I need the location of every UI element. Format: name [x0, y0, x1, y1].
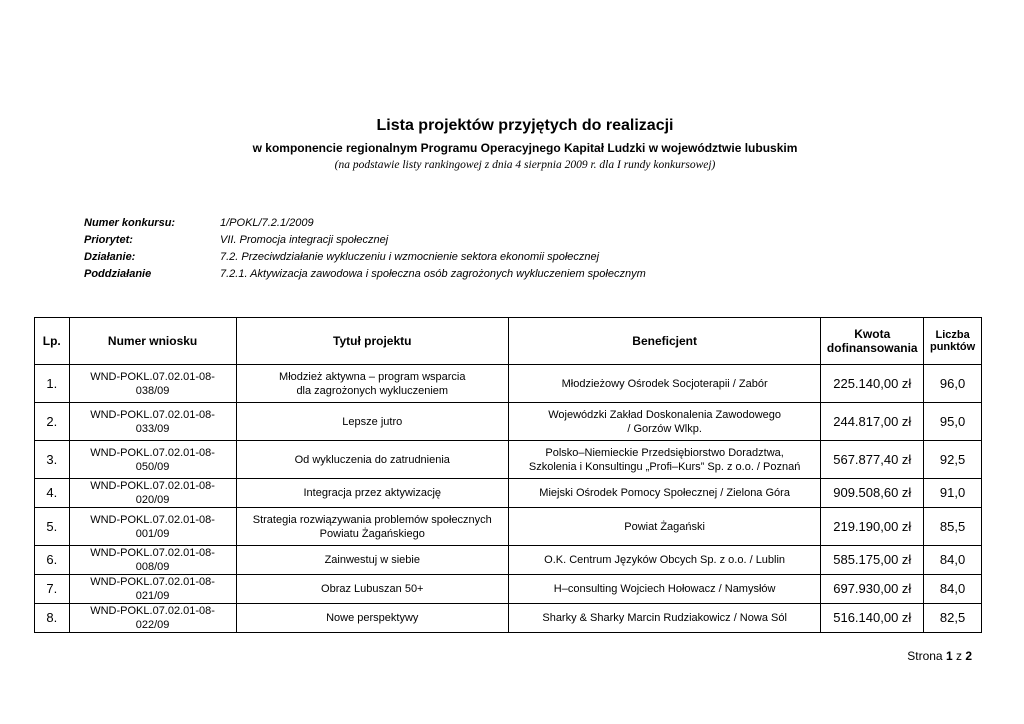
cell-amount	[821, 479, 924, 508]
column-header-points-line1: Liczba	[935, 329, 970, 341]
column-header-amount-line1: Kwota	[854, 327, 891, 341]
page-number-prefix: Strona	[907, 649, 943, 663]
cell-points	[924, 508, 982, 546]
page-current: 1	[945, 649, 953, 663]
cell-beneficiary	[508, 604, 821, 633]
document-title: Lista projektów przyjętych do realizacji	[376, 117, 674, 134]
cell-points	[924, 575, 982, 604]
cell-title-line1: Lepsze jutro	[342, 415, 403, 428]
page-number-separator: z	[955, 649, 962, 663]
cell-amount-text: 225.140,00 zł	[833, 375, 912, 391]
page-total: 2	[965, 649, 972, 663]
meta-value: 1/POKL/7.2.1/2009	[220, 217, 314, 229]
cell-points-text: 92,5	[939, 451, 966, 467]
cell-amount	[821, 441, 924, 479]
meta-value: 7.2. Przeciwdziałanie wykluczeniu i wzmocnienie sektora ekonomii społecznej	[220, 251, 600, 263]
cell-number-text: WND-POKL.07.02.01-08-022/09	[90, 605, 215, 631]
cell-title	[236, 508, 508, 546]
cell-number-text: WND-POKL.07.02.01-08-038/09	[90, 370, 215, 397]
cell-number	[69, 508, 236, 546]
cell-number	[69, 365, 236, 403]
table-row	[35, 546, 982, 575]
cell-number	[69, 479, 236, 508]
table-row	[35, 441, 982, 479]
meta-row-submeasure	[84, 266, 646, 282]
cell-lp-text: 8.	[46, 610, 58, 625]
cell-amount	[821, 508, 924, 546]
cell-lp-text: 6.	[46, 552, 58, 567]
document-subtitle: w komponencie regionalnym Programu Operacyjnego Kapitał Ludzki w województwie lubuskim	[252, 141, 798, 155]
cell-beneficiary-line2: / Gorzów Wlkp.	[627, 422, 702, 435]
cell-number-text: WND-POKL.07.02.01-08-008/09	[90, 547, 215, 573]
column-header-number: Numer wniosku	[69, 318, 236, 365]
cell-title-line1: Od wykluczenia do zatrudnienia	[294, 453, 450, 466]
cell-title-line1: Integracja przez aktywizację	[303, 487, 442, 499]
competition-metadata	[84, 215, 646, 282]
cell-title	[236, 403, 508, 441]
meta-value: VII. Promocja integracji społecznej	[220, 234, 389, 246]
cell-title-line1: Strategia rozwiązywania problemów społecznych	[252, 513, 492, 526]
cell-beneficiary	[508, 479, 821, 508]
cell-beneficiary	[508, 575, 821, 604]
cell-title	[236, 441, 508, 479]
cell-amount-text: 909.508,60 zł	[833, 485, 912, 500]
cell-amount-text: 567.877,40 zł	[833, 451, 912, 467]
cell-title-line1: Nowe perspektywy	[326, 612, 419, 624]
cell-number	[69, 441, 236, 479]
table-row	[35, 508, 982, 546]
cell-title	[236, 604, 508, 633]
cell-points	[924, 403, 982, 441]
cell-title-line2: Powiatu Żagańskiego	[319, 527, 425, 540]
meta-value: 7.2.1. Aktywizacja zawodowa i społeczna osób zagrożonych wykluczeniem społecznym	[220, 268, 646, 280]
projects-table	[34, 317, 982, 633]
cell-lp-text: 5.	[46, 518, 58, 534]
column-header-beneficiary: Beneficjent	[508, 318, 821, 365]
cell-amount	[821, 575, 924, 604]
cell-points-text: 96,0	[939, 375, 966, 391]
cell-lp	[35, 546, 70, 575]
meta-row-priority	[84, 232, 646, 248]
column-header-points	[924, 318, 982, 365]
cell-lp-text: 2.	[46, 413, 58, 429]
cell-lp-text: 3.	[46, 451, 58, 467]
cell-amount-text: 516.140,00 zł	[833, 610, 912, 625]
cell-number	[69, 546, 236, 575]
cell-beneficiary	[508, 403, 821, 441]
column-header-amount	[821, 318, 924, 365]
cell-title-line2: dla zagrożonych wykluczeniem	[296, 384, 449, 397]
cell-points-text: 82,5	[939, 610, 966, 625]
meta-key: Numer konkursu:	[84, 217, 176, 229]
cell-title	[236, 479, 508, 508]
cell-amount	[821, 403, 924, 441]
cell-beneficiary-line1: Wojewódzki Zakład Doskonalenia Zawodowego	[548, 408, 781, 421]
cell-beneficiary	[508, 508, 821, 546]
cell-amount	[821, 604, 924, 633]
column-header-title: Tytuł projektu	[236, 318, 508, 365]
cell-number-text: WND-POKL.07.02.01-08-050/09	[90, 446, 215, 473]
cell-number-text: WND-POKL.07.02.01-08-033/09	[90, 408, 215, 435]
table-row	[35, 479, 982, 508]
cell-lp	[35, 575, 70, 604]
cell-number	[69, 575, 236, 604]
cell-title-line1: Młodzież aktywna – program wsparcia	[279, 370, 466, 383]
document-basis-note: (na podstawie listy rankingowej z dnia 4 sierpnia 2009 r. dla I rundy konkursowej)	[334, 159, 716, 171]
table-row	[35, 604, 982, 633]
cell-points	[924, 479, 982, 508]
table-row	[35, 365, 982, 403]
cell-lp	[35, 403, 70, 441]
cell-beneficiary-line1: H–consulting Wojciech Hołowacz / Namysłów	[553, 583, 776, 595]
cell-beneficiary-line1: Sharky & Sharky Marcin Rudziakowicz / Nowa Sól	[542, 612, 787, 624]
cell-lp-text: 1.	[46, 375, 58, 391]
meta-key: Priorytet:	[84, 234, 133, 246]
cell-points-text: 85,5	[939, 518, 966, 534]
cell-title	[236, 575, 508, 604]
cell-lp-text: 4.	[46, 485, 58, 500]
cell-amount-text: 697.930,00 zł	[833, 581, 912, 596]
cell-beneficiary-line1: Młodzieżowy Ośrodek Socjoterapii / Zabór	[561, 377, 768, 390]
cell-beneficiary-line1: Powiat Żagański	[624, 520, 705, 533]
column-header-amount-line2: dofinansowania	[826, 341, 918, 355]
cell-beneficiary	[508, 441, 821, 479]
table-row	[35, 575, 982, 604]
cell-lp	[35, 604, 70, 633]
meta-row-competition-number	[84, 215, 646, 231]
cell-lp	[35, 365, 70, 403]
cell-lp	[35, 508, 70, 546]
cell-amount	[821, 365, 924, 403]
cell-number-text: WND-POKL.07.02.01-08-020/09	[90, 480, 215, 506]
cell-beneficiary-line2: Szkolenia i Konsultingu „Profi–Kurs” Sp. z o.o. / Poznań	[528, 460, 801, 473]
cell-number	[69, 403, 236, 441]
cell-lp	[35, 479, 70, 508]
table-row	[35, 403, 982, 441]
cell-lp-text: 7.	[46, 581, 58, 596]
meta-key: Działanie:	[84, 251, 136, 263]
meta-key: Poddziałanie	[84, 268, 152, 280]
cell-points	[924, 604, 982, 633]
cell-points-text: 84,0	[939, 581, 966, 596]
cell-amount-text: 219.190,00 zł	[833, 518, 912, 534]
cell-amount-text: 585.175,00 zł	[833, 552, 912, 567]
cell-points-text: 91,0	[939, 485, 966, 500]
cell-title-line1: Zainwestuj w siebie	[324, 554, 420, 566]
cell-amount	[821, 546, 924, 575]
cell-points	[924, 441, 982, 479]
column-header-lp: Lp.	[35, 318, 70, 365]
cell-points	[924, 365, 982, 403]
cell-beneficiary-line1: O.K. Centrum Języków Obcych Sp. z o.o. / Lublin	[544, 554, 786, 566]
cell-title	[236, 546, 508, 575]
cell-number-text: WND-POKL.07.02.01-08-021/09	[90, 576, 215, 602]
cell-beneficiary	[508, 365, 821, 403]
cell-beneficiary-line1: Polsko–Niemieckie Przedsiębiorstwo Doradztwa,	[545, 446, 784, 459]
page-number	[907, 649, 972, 663]
cell-title	[236, 365, 508, 403]
cell-points	[924, 546, 982, 575]
meta-row-measure	[84, 249, 646, 265]
table-header-row	[35, 318, 982, 365]
cell-beneficiary-line1: Miejski Ośrodek Pomocy Społecznej / Zielona Góra	[539, 487, 790, 499]
cell-beneficiary	[508, 546, 821, 575]
cell-points-text: 84,0	[939, 552, 966, 567]
cell-number	[69, 604, 236, 633]
cell-number-text: WND-POKL.07.02.01-08-001/09	[90, 513, 215, 540]
cell-points-text: 95,0	[939, 413, 966, 429]
cell-title-line1: Obraz Lubuszan 50+	[321, 583, 424, 595]
cell-lp	[35, 441, 70, 479]
cell-amount-text: 244.817,00 zł	[833, 413, 912, 429]
column-header-points-line2: punktów	[929, 341, 976, 353]
